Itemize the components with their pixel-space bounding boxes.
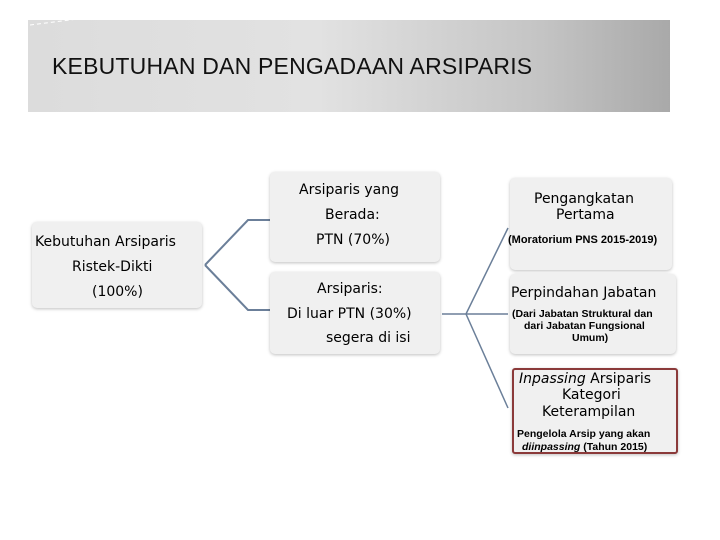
perpindahan-title: Perpindahan Jabatan <box>511 285 657 301</box>
perpindahan-note-1: (Dari Jabatan Struktural dan <box>512 308 653 320</box>
pengangkatan-label-2: Pertama <box>556 207 615 223</box>
inpassing-rest: Arsiparis <box>585 371 652 387</box>
root-label-3: (100%) <box>92 284 143 300</box>
branch-luar-label-2: Di luar PTN (30%) <box>287 306 412 322</box>
branch-ptn-label-1: Arsiparis yang <box>299 182 399 198</box>
perpindahan-note-2: dari Jabatan Fungsional <box>524 320 645 332</box>
inpassing-label-2: Kategori <box>562 387 621 403</box>
branch-ptn-label-3: PTN (70%) <box>316 232 390 248</box>
root-label-2: Ristek-Dikti <box>72 259 153 275</box>
inpassing-label-1 <box>519 371 651 387</box>
branch-luar-label-1: Arsiparis: <box>317 281 383 297</box>
root-label-1: Kebutuhan Arsiparis <box>35 234 176 250</box>
inpassing-note-italic: diinpassing <box>522 441 581 453</box>
pengangkatan-label-1: Pengangkatan <box>534 191 635 207</box>
pengangkatan-note: (Moratorium PNS 2015-2019) <box>508 234 658 246</box>
page-title: KEBUTUHAN DAN PENGADAAN ARSIPARIS <box>52 53 533 79</box>
inpassing-italic: Inpassing <box>519 371 586 387</box>
branch-ptn-label-2: Berada: <box>325 207 380 223</box>
inpassing-label-3: Keterampilan <box>542 404 636 420</box>
inpassing-note-2 <box>522 441 647 453</box>
branch-luar-label-3: segera di isi <box>326 330 411 346</box>
inpassing-note-1: Pengelola Arsip yang akan <box>517 428 651 440</box>
inpassing-note-rest: (Tahun 2015) <box>580 441 648 453</box>
perpindahan-note-3: Umum) <box>572 332 609 344</box>
